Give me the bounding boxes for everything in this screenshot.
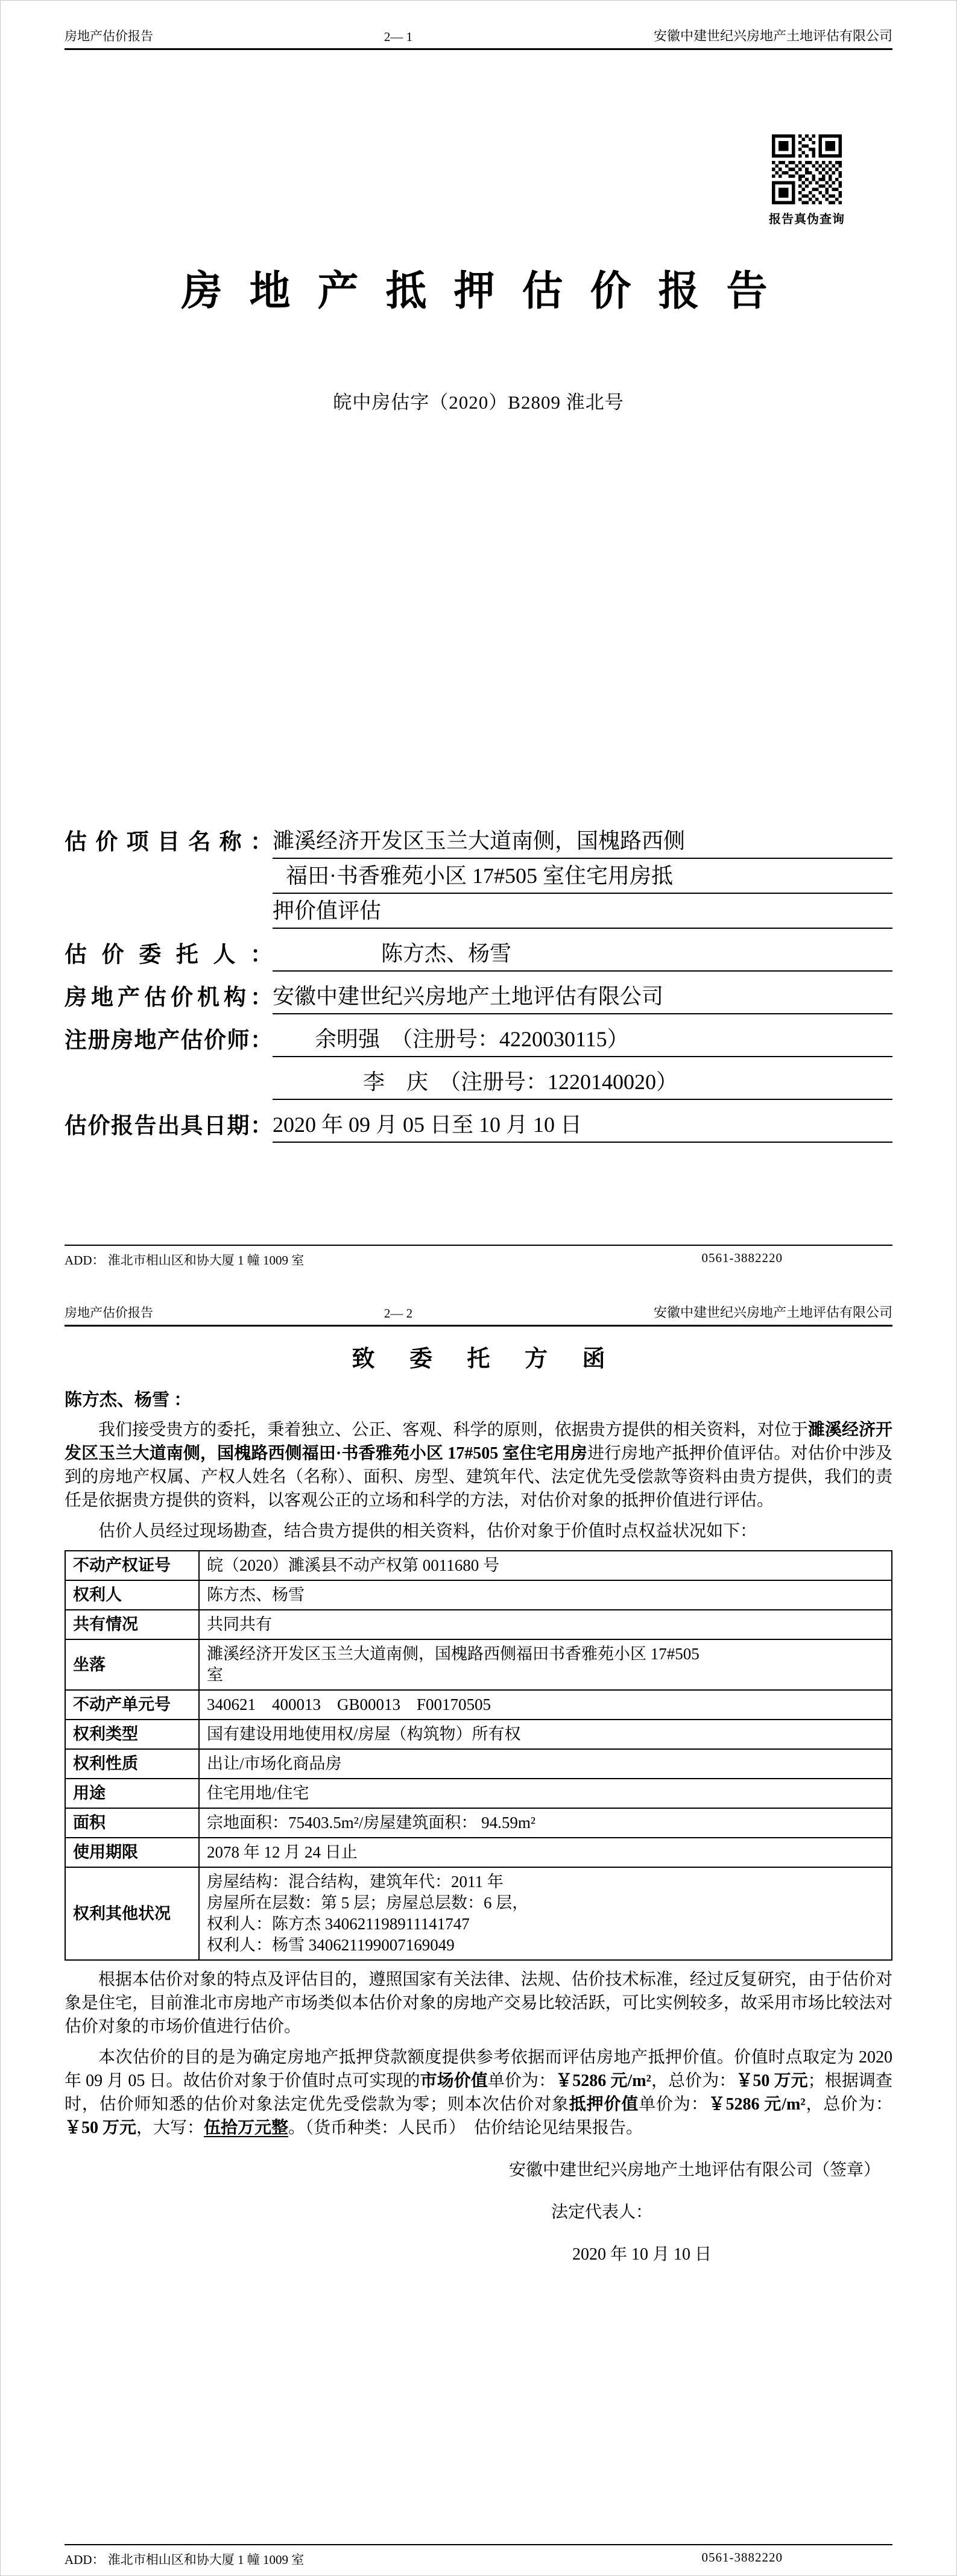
footer-address: ADD： 淮北市相山区和协大厦 1 幢 1009 室 bbox=[65, 1253, 305, 1268]
signature-legal-representative: 法定代表人： bbox=[551, 2203, 652, 2222]
table-row-label: 权利类型 bbox=[65, 1720, 199, 1749]
field-client bbox=[65, 937, 892, 972]
field-label-appraisers: 注册房地产估价师： bbox=[65, 1028, 273, 1054]
header-page-number: 2— 2 bbox=[384, 1306, 413, 1321]
header-company-name: 安徽中建世纪兴房地产土地评估有限公司 bbox=[653, 28, 892, 43]
mortgage-unit-price: ￥5286 元/m² bbox=[708, 2095, 806, 2114]
footer-phone: 0561-3882220 bbox=[701, 1251, 783, 1265]
table-row-value: 住宅用地/住宅 bbox=[199, 1779, 892, 1808]
signature-block bbox=[65, 2157, 892, 2265]
table-row-value: 皖（2020）濉溪县不动产权第 0011680 号 bbox=[199, 1551, 892, 1580]
field-label-issue-date: 估价报告出具日期： bbox=[65, 1114, 273, 1139]
table-row-label: 使用期限 bbox=[65, 1838, 199, 1867]
table-row-value: 2078 年 12 月 24 日止 bbox=[199, 1838, 892, 1867]
header-doc-type: 房地产估价报告 bbox=[65, 1305, 153, 1320]
table-row-label: 不动产单元号 bbox=[65, 1690, 199, 1720]
letter-paragraph-4 bbox=[65, 2046, 892, 2140]
footer-line bbox=[65, 1251, 892, 1269]
qr-code-icon bbox=[772, 134, 842, 204]
paragraph-text: 。（货币种类：人民币） 估价结论见结果报告。 bbox=[288, 2119, 643, 2137]
letter-paragraph-2: 估价人员经过现场勘查，结合贵方提供的相关资料，估价对象于价值时点权益状况如下： bbox=[98, 1522, 757, 1541]
table-row bbox=[65, 1580, 892, 1610]
table-row bbox=[65, 1639, 892, 1690]
table-row-value: 宗地面积：75403.5m²/房屋建筑面积： 94.59m² bbox=[199, 1808, 892, 1838]
page-header bbox=[65, 1, 892, 48]
table-row bbox=[65, 1779, 892, 1808]
header-doc-type: 房地产估价报告 bbox=[65, 29, 153, 43]
qr-caption: 报告真伪查询 bbox=[769, 213, 845, 226]
table-row bbox=[65, 1551, 892, 1580]
header-company-name: 安徽中建世纪兴房地产土地评估有限公司 bbox=[653, 1305, 892, 1320]
field-label-client: 估价委托人： bbox=[65, 943, 273, 968]
table-row-label: 权利性质 bbox=[65, 1749, 199, 1779]
letter-salutation: 陈方杰、杨雪 ： bbox=[65, 1390, 192, 1410]
table-row bbox=[65, 1838, 892, 1867]
field-agency bbox=[65, 979, 892, 1014]
field-appraisers bbox=[65, 1022, 892, 1057]
field-project-name-cont bbox=[65, 859, 892, 894]
table-row-label: 共有情况 bbox=[65, 1610, 199, 1639]
paragraph-text: 进行房地产抵押价值评估。对估价中涉及到的房地产权属、产权人姓名（名称）、面积、房型、建筑年代、法定优先受偿款等资料由贵方提供，我们的责任是依据贵方提供的资料，以客观公正的立场和科学的方法，对估价对象的抵押价值进行评估。 bbox=[65, 1444, 892, 1510]
report-title: 房 地 产 抵 押 估 价 报 告 bbox=[181, 268, 776, 314]
field-issue-date bbox=[65, 1108, 892, 1143]
market-unit-price: ￥5286 元/m² bbox=[555, 2072, 651, 2090]
table-row bbox=[65, 1808, 892, 1838]
table-row-label: 面积 bbox=[65, 1808, 199, 1838]
paragraph-text: 我们接受贵方的委托，秉着独立、公正、客观、科学的原则，依据贵方提供的相关资料，对位于 bbox=[98, 1421, 808, 1439]
field-project-name-cont bbox=[65, 894, 892, 929]
footer-line bbox=[65, 2550, 892, 2568]
signature-date: 2020 年 10 月 10 日 bbox=[572, 2245, 712, 2264]
table-row-value: 共同共有 bbox=[199, 1610, 892, 1639]
qr-verification-block bbox=[767, 134, 847, 227]
mortgage-total-price: ￥50 万元 bbox=[65, 2119, 137, 2137]
page-2-letter bbox=[1, 1277, 956, 2576]
paragraph-text: 单价为： bbox=[487, 2072, 556, 2090]
footer-divider bbox=[65, 2544, 892, 2545]
mortgage-value-label: 抵押价值 bbox=[569, 2095, 639, 2114]
header-page-number: 2— 1 bbox=[384, 30, 413, 44]
table-row-label: 坐落 bbox=[65, 1639, 199, 1690]
paragraph-text: ，大写： bbox=[136, 2119, 204, 2137]
header-divider bbox=[65, 48, 892, 50]
table-row-value: 340621 400013 GB00013 F00170505 bbox=[199, 1690, 892, 1720]
paragraph-text: 单价为： bbox=[639, 2095, 709, 2114]
signature-company: 安徽中建世纪兴房地产土地评估有限公司（签章） bbox=[508, 2161, 880, 2179]
page-header bbox=[65, 1277, 892, 1325]
field-value-appraiser-2: 李 庆 （注册号：1220140020） bbox=[273, 1070, 892, 1100]
letter-paragraph-3: 根据本估价对象的特点及评估目的，遵照国家有关法律、法规、估价技术标准，经过反复研究，由于估价对象是住宅，目前淮北市房地产市场类似本估价对象的房地产交易比较活跃，可比实例较多，故采用市场比较法对估价对象的市场价值进行估价。 bbox=[65, 1970, 892, 2036]
field-value-agency: 安徽中建世纪兴房地产土地评估有限公司 bbox=[273, 984, 892, 1014]
field-value-client: 陈方杰、杨雪 bbox=[273, 941, 892, 972]
paragraph-text: ，总价为： bbox=[651, 2072, 736, 2090]
field-value-project-line1: 濉溪经济开发区玉兰大道南侧，国槐路西侧 bbox=[273, 829, 892, 859]
cover-fields bbox=[65, 824, 892, 1143]
field-label-agency: 房地产估价机构： bbox=[65, 985, 273, 1011]
table-row-value: 出让/市场化商品房 bbox=[199, 1749, 892, 1779]
table-row-value: 国有建设用地使用权/房屋（构筑物）所有权 bbox=[199, 1720, 892, 1749]
field-project-name bbox=[65, 824, 892, 859]
field-value-issue-date: 2020 年 09 月 05 日至 10 月 10 日 bbox=[273, 1113, 892, 1143]
amount-in-words: 伍拾万元整 bbox=[204, 2119, 289, 2137]
page-footer bbox=[65, 2544, 892, 2568]
table-row-value: 房屋结构：混合结构，建筑年代：2011 年 房屋所在层数：第 5 层；房屋总层数：6 层， 权利人：陈方杰 340621198911141747 权利人：杨雪 340621199007169049 bbox=[199, 1867, 892, 1960]
paragraph-text: ；根据调查时，估价师知悉的估价对象法定优先受偿款为零；则本次估价对象 bbox=[65, 2072, 892, 2114]
property-rights-table bbox=[65, 1550, 892, 1961]
header-divider bbox=[65, 1325, 892, 1327]
table-row bbox=[65, 1610, 892, 1639]
market-value-label: 市场价值 bbox=[420, 2072, 488, 2090]
table-row bbox=[65, 1720, 892, 1749]
table-row bbox=[65, 1867, 892, 1960]
table-row-label: 不动产权证号 bbox=[65, 1551, 199, 1580]
footer-address: ADD： 淮北市相山区和协大厦 1 幢 1009 室 bbox=[65, 2552, 305, 2567]
paragraph-text: 本次估价的目的是为确定房地产抵押贷款额度提供参考依据而评估房地产抵押价值。价值时点取定为 2020 年 09 月 05 日。故估价对象于价值时点可实现的 bbox=[65, 2048, 892, 2090]
page-1-cover bbox=[1, 1, 956, 1277]
paragraph-bold-property: 濉溪经济开发区玉兰大道南侧，国槐路西侧福田·书香雅苑小区 17#505 室住宅用房 bbox=[65, 1421, 892, 1463]
page-footer bbox=[65, 1245, 892, 1269]
field-value-project-line2: 福田·书香雅苑小区 17#505 室住宅用房抵 bbox=[273, 864, 892, 894]
footer-divider bbox=[65, 1245, 892, 1246]
field-value-appraiser-1: 余明强 （注册号：4220030115） bbox=[273, 1027, 892, 1057]
table-row bbox=[65, 1690, 892, 1720]
letter-paragraph-1 bbox=[65, 1418, 892, 1512]
table-row-label: 权利人 bbox=[65, 1580, 199, 1610]
table-row-value: 陈方杰、杨雪 bbox=[199, 1580, 892, 1610]
paragraph-text: ，总价为： bbox=[805, 2095, 892, 2114]
footer-phone: 0561-3882220 bbox=[701, 2550, 783, 2565]
field-appraisers-cont bbox=[65, 1065, 892, 1100]
letter-title: 致 委 托 方 函 bbox=[352, 1346, 620, 1372]
document-number: 皖中房估字（2020）B2809 淮北号 bbox=[333, 392, 624, 413]
table-row-label: 权利其他状况 bbox=[65, 1867, 199, 1960]
table-row-value: 濉溪经济开发区玉兰大道南侧，国槐路西侧福田书香雅苑小区 17#505 室 bbox=[199, 1639, 892, 1690]
table-row bbox=[65, 1749, 892, 1779]
field-label-project: 估价项目名称： bbox=[65, 830, 273, 855]
table-row-label: 用途 bbox=[65, 1779, 199, 1808]
market-total-price: ￥50 万元 bbox=[736, 2072, 808, 2090]
field-value-project-line3: 押价值评估 bbox=[273, 899, 892, 929]
